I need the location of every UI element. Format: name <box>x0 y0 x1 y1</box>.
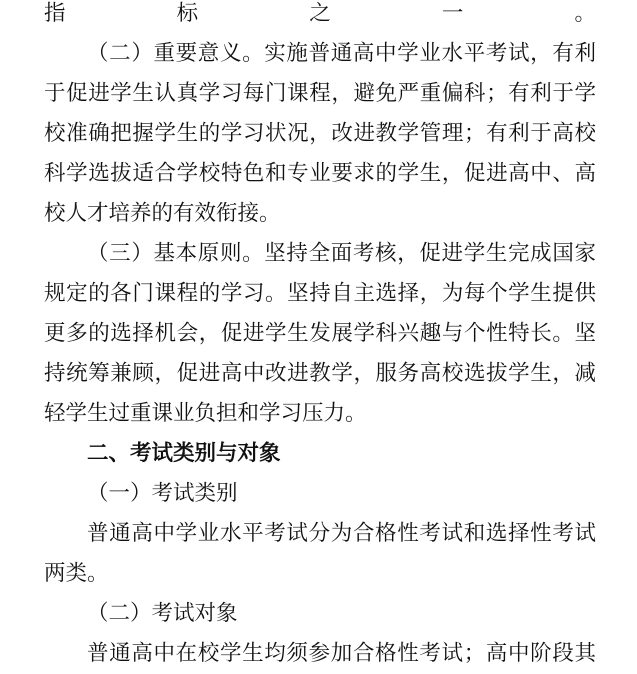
text-line: 校人才培养的有效衔接。 <box>44 201 281 226</box>
text-line: 轻学生过重课业负担和学习压力。 <box>44 401 367 426</box>
text-line: 更多的选择机会，促进学生发展学科兴趣与个性特长。坚 <box>44 321 596 346</box>
text-line: 校准确把握学生的学习状况，改进教学管理；有利于高校 <box>44 121 596 146</box>
text-line: （三）基本原则。坚持全面考核，促进学生完成国家 <box>87 241 596 266</box>
section-heading: 二、考试类别与对象 <box>87 441 281 466</box>
text-line: 普通高中学业水平考试分为合格性考试和选择性考试 <box>87 521 596 546</box>
text-line: 规定的各门课程的学习。坚持自主选择，为每个学生提供 <box>44 281 596 306</box>
subsection-heading: （二）考试对象 <box>87 601 238 626</box>
text-line: （二）重要意义。实施普通高中学业水平考试，有利 <box>87 41 596 66</box>
text-line: 于促进学生认真学习每门课程，避免严重偏科；有利于学 <box>44 81 596 106</box>
text-line: 两类。 <box>44 561 109 586</box>
text-line: 指标之一。 <box>44 1 596 26</box>
subsection-heading: （一）考试类别 <box>87 481 238 506</box>
text-line: 科学选拔适合学校特色和专业要求的学生，促进高中、高 <box>44 161 596 186</box>
text-line: 普通高中在校学生均须参加合格性考试；高中阶段其 <box>87 641 596 666</box>
text-line: 持统筹兼顾，促进高中改进教学，服务高校选拔学生，减 <box>44 361 596 386</box>
